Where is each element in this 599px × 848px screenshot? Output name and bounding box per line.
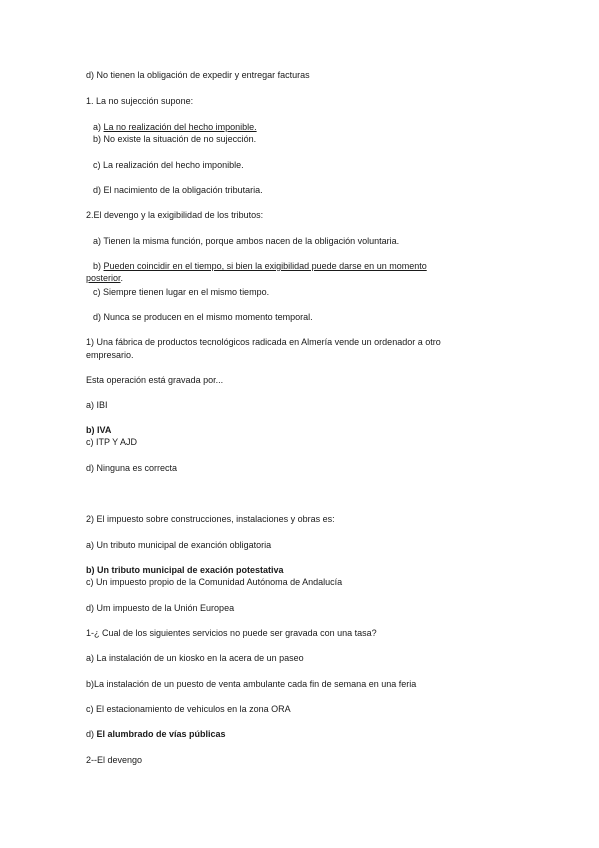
text-line: d) No tienen la obligación de expedir y entregar facturas [86,70,310,80]
correct-answer: Pueden coincidir en el tiempo, si bien la exigibilidad puede darse en un momento [103,261,427,271]
question-heading: 1) Una fábrica de productos tecnológicos radicada en Almería vende un ordenador a otro [86,337,441,347]
answer-option: a) Tienen la misma función, porque ambos nacen de la obligación voluntaria. [93,236,400,246]
option-prefix: b) [93,261,104,271]
answer-option [86,729,226,740]
answer-option: c) Un impuesto propio de la Comunidad Autónoma de Andalucía [86,577,343,587]
question-heading-continued: empresario. [86,350,134,360]
answer-option: a) Un tributo municipal de exanción obligatoria [86,540,272,550]
answer-option: a) IBI [86,400,108,410]
correct-answer: b) Un tributo municipal de exación potestativa [86,565,284,575]
question-heading: 2) El impuesto sobre construcciones, instalaciones y obras es: [86,514,335,524]
answer-option: c) ITP Y AJD [86,437,138,447]
option-prefix: a) [93,122,104,132]
question-heading: 2--El devengo [86,755,143,765]
correct-answer-continued: posterior [86,273,121,283]
answer-continuation [86,273,123,284]
question-heading: 1-¿ Cual de los siguientes servicios no puede ser gravada con una tasa? [86,628,377,638]
answer-option: d) Um impuesto de la Unión Europea [86,603,235,613]
answer-option: c) La realización del hecho imponible. [93,160,244,170]
answer-option: b)La instalación de un puesto de venta ambulante cada fin de semana en una feria [86,679,417,689]
answer-option: d) Nunca se producen en el mismo momento temporal. [93,312,313,322]
question-text: Esta operación está gravada por... [86,375,224,385]
answer-option [93,261,427,272]
answer-option: b) No existe la situación de no sujección. [93,134,257,144]
answer-option: c) El estacionamiento de vehiculos en la zona ORA [86,704,291,714]
answer-option: c) Siempre tienen lugar en el mismo tiempo. [93,287,270,297]
answer-option: d) Ninguna es correcta [86,463,178,473]
answer-option [93,122,257,133]
correct-answer: b) IVA [86,425,112,435]
answer-option: a) La instalación de un kiosko en la acera de un paseo [86,653,304,663]
question-heading: 1. La no sujección supone: [86,96,194,106]
correct-answer: El alumbrado de vías públicas [96,729,226,739]
period: . [120,273,124,283]
option-prefix: d) [86,729,97,739]
correct-answer: La no realización del hecho imponible. [103,122,257,132]
question-heading: 2.El devengo y la exigibilidad de los tributos: [86,210,264,220]
answer-option: d) El nacimiento de la obligación tributaria. [93,185,263,195]
